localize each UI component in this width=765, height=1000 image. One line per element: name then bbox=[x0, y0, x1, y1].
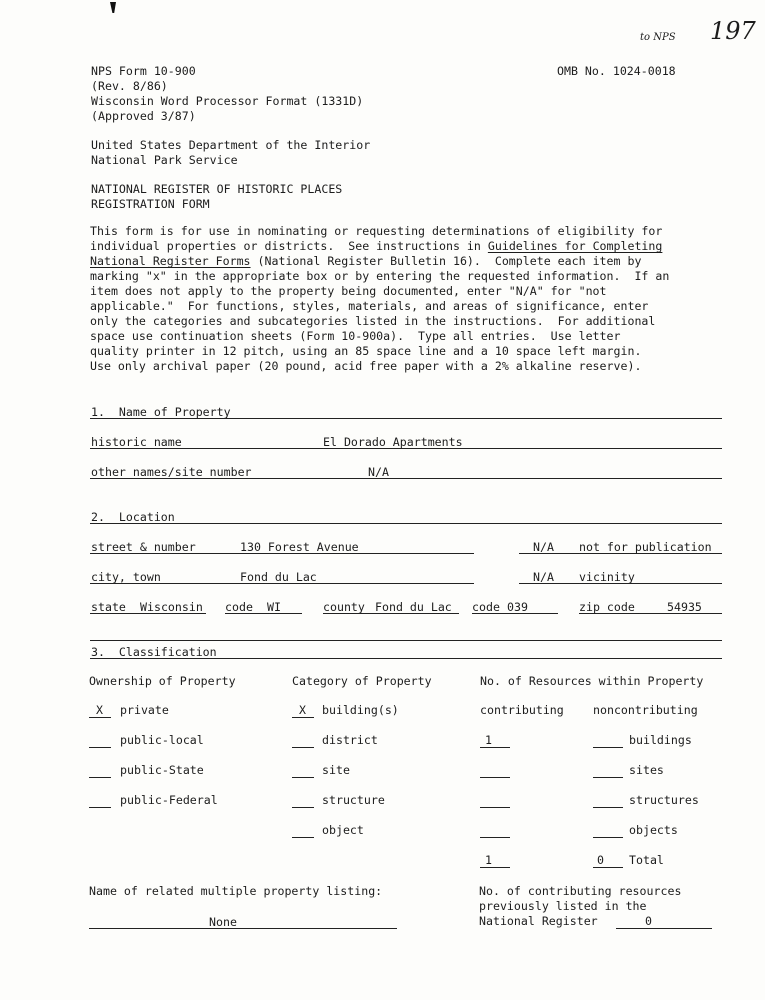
field-underline bbox=[90, 478, 722, 479]
instructions-line: item does not apply to the property being documented, enter "N/A" for "not bbox=[90, 284, 607, 298]
other-names-field[interactable]: N/A bbox=[368, 465, 389, 479]
county-code-field[interactable]: 039 bbox=[507, 600, 528, 614]
form-revision: (Rev. 8/86) bbox=[91, 79, 168, 93]
form-subtitle: REGISTRATION FORM bbox=[91, 197, 210, 211]
field-underline bbox=[472, 613, 558, 614]
field-underline bbox=[225, 613, 302, 614]
noncontributing-field-line bbox=[593, 747, 623, 748]
not-for-publication-field[interactable]: N/A bbox=[533, 540, 554, 554]
form-approved: (Approved 3/87) bbox=[91, 109, 196, 123]
ownership-header: Ownership of Property bbox=[89, 674, 236, 688]
contributing-total-field[interactable]: 1 bbox=[485, 853, 492, 867]
category-checkbox-line bbox=[292, 837, 314, 838]
previously-listed-label-cont: previously listed in the bbox=[479, 899, 647, 913]
vicinity-label: vicinity bbox=[579, 570, 635, 584]
not-for-publication-label: not for publication bbox=[579, 540, 712, 554]
national-register-count-field[interactable]: 0 bbox=[645, 914, 652, 928]
field-underline bbox=[579, 613, 722, 614]
form-title: NATIONAL REGISTER OF HISTORIC PLACES bbox=[91, 182, 343, 196]
category-checkbox-line bbox=[292, 807, 314, 808]
noncontributing-field-line bbox=[593, 807, 623, 808]
field-underline bbox=[519, 553, 722, 554]
noncontributing-header: noncontributing bbox=[593, 703, 698, 717]
section-rule bbox=[90, 658, 722, 659]
city-label: city, town bbox=[91, 570, 161, 584]
county-field[interactable]: Fond du Lac bbox=[375, 600, 452, 614]
category-label: district bbox=[322, 733, 378, 747]
section-2-heading: 2. Location bbox=[91, 510, 175, 524]
historic-name-field[interactable]: El Dorado Apartments bbox=[323, 435, 463, 449]
form-format: Wisconsin Word Processor Format (1331D) bbox=[91, 94, 364, 108]
contributing-field-line bbox=[480, 837, 510, 838]
historic-name-label: historic name bbox=[91, 435, 182, 449]
field-underline bbox=[323, 613, 459, 614]
section-rule bbox=[90, 523, 722, 524]
instructions-line: This form is for use in nominating or requesting determinations of eligibility for bbox=[90, 224, 663, 238]
resource-label: buildings bbox=[629, 733, 692, 747]
instructions-line: marking "x" in the appropriate box or by entering the requested information. If an bbox=[90, 269, 670, 283]
contributing-field-line bbox=[480, 777, 510, 778]
other-names-label: other names/site number bbox=[91, 465, 252, 479]
ownership-label: public-State bbox=[120, 763, 204, 777]
resource-label: Total bbox=[629, 853, 664, 867]
multiple-listing-label: Name of related multiple property listing: bbox=[89, 884, 383, 898]
category-header: Category of Property bbox=[292, 674, 432, 688]
state-label: state bbox=[91, 600, 126, 614]
instructions-line: quality printer in 12 pitch, using an 85 space line and a 10 space left margin. bbox=[90, 344, 642, 358]
handwritten-note: to NPS bbox=[640, 32, 676, 43]
category-checkbox-line bbox=[292, 777, 314, 778]
ownership-checkbox-line bbox=[89, 807, 111, 808]
previously-listed-label: No. of contributing resources bbox=[479, 884, 682, 898]
section-1-heading: 1. Name of Property bbox=[91, 405, 231, 419]
category-checkbox-buildings[interactable]: X bbox=[299, 703, 306, 717]
scan-mark bbox=[110, 2, 116, 13]
field-underline bbox=[616, 928, 712, 929]
guidelines-link-cont: National Register Forms bbox=[90, 254, 251, 268]
category-label: object bbox=[322, 823, 364, 837]
state-field[interactable]: Wisconsin bbox=[140, 600, 203, 614]
agency-service: National Park Service bbox=[91, 153, 238, 167]
city-field[interactable]: Fond du Lac bbox=[240, 570, 317, 584]
ownership-label: public-local bbox=[120, 733, 204, 747]
field-underline bbox=[90, 553, 474, 554]
section-3-heading: 3. Classification bbox=[91, 645, 217, 659]
section-rule bbox=[90, 418, 722, 419]
category-label: structure bbox=[322, 793, 385, 807]
category-checkbox-line bbox=[292, 747, 314, 748]
instructions-line: Use only archival paper (20 pound, acid free paper with a 2% alkaline reserve). bbox=[90, 359, 642, 373]
instructions-line: National Register Forms (National Register Bulletin 16). Complete each item by bbox=[90, 254, 642, 268]
resource-label: sites bbox=[629, 763, 664, 777]
county-label: county bbox=[323, 600, 365, 614]
instructions-paragraph bbox=[90, 224, 730, 374]
national-register-label: National Register bbox=[479, 914, 598, 928]
field-underline bbox=[90, 583, 474, 584]
guidelines-link: Guidelines for Completing bbox=[487, 239, 663, 253]
resource-label: structures bbox=[629, 793, 699, 807]
contributing-buildings-field[interactable]: 1 bbox=[485, 733, 492, 747]
ownership-checkbox-private[interactable]: X bbox=[96, 703, 103, 717]
ownership-label: private bbox=[120, 703, 169, 717]
agency-department: United States Department of the Interior bbox=[91, 138, 371, 152]
county-code-label: code bbox=[472, 600, 500, 614]
field-underline bbox=[519, 583, 722, 584]
street-label: street & number bbox=[91, 540, 196, 554]
ownership-checkbox-line bbox=[89, 777, 111, 778]
resource-label: objects bbox=[629, 823, 678, 837]
noncontributing-total-field[interactable]: 0 bbox=[597, 853, 604, 867]
instructions-line: individual properties or districts. See instructions in Guidelines for Completing bbox=[90, 239, 663, 253]
multiple-listing-field[interactable]: None bbox=[209, 915, 237, 929]
street-field[interactable]: 130 Forest Avenue bbox=[240, 540, 359, 554]
form-number: NPS Form 10-900 bbox=[91, 64, 196, 78]
vicinity-field[interactable]: N/A bbox=[533, 570, 554, 584]
noncontributing-field-line bbox=[593, 777, 623, 778]
instructions-line: only the categories and subcategories listed in the instructions. For additional bbox=[90, 314, 656, 328]
instructions-line: applicable." For functions, styles, materials, and areas of significance, enter bbox=[90, 299, 649, 313]
state-code-field[interactable]: WI bbox=[267, 600, 281, 614]
separator-rule bbox=[90, 640, 722, 641]
contributing-header: contributing bbox=[480, 703, 564, 717]
resources-header: No. of Resources within Property bbox=[480, 674, 704, 688]
zip-code-field[interactable]: 54935 bbox=[667, 600, 702, 614]
field-underline bbox=[90, 448, 722, 449]
noncontributing-field-line bbox=[593, 837, 623, 838]
field-underline bbox=[89, 928, 397, 929]
zip-code-label: zip code bbox=[579, 600, 635, 614]
omb-number: OMB No. 1024-0018 bbox=[557, 64, 676, 78]
category-label: site bbox=[322, 763, 350, 777]
state-code-label: code bbox=[225, 600, 253, 614]
instructions-line: space use continuation sheets (Form 10-900a). Type all entries. Use letter bbox=[90, 329, 621, 343]
field-underline bbox=[90, 613, 206, 614]
contributing-field-line bbox=[480, 807, 510, 808]
ownership-label: public-Federal bbox=[120, 793, 218, 807]
category-label: building(s) bbox=[322, 703, 399, 717]
handwritten-page-number: 197 bbox=[710, 17, 756, 45]
ownership-checkbox-line bbox=[89, 747, 111, 748]
